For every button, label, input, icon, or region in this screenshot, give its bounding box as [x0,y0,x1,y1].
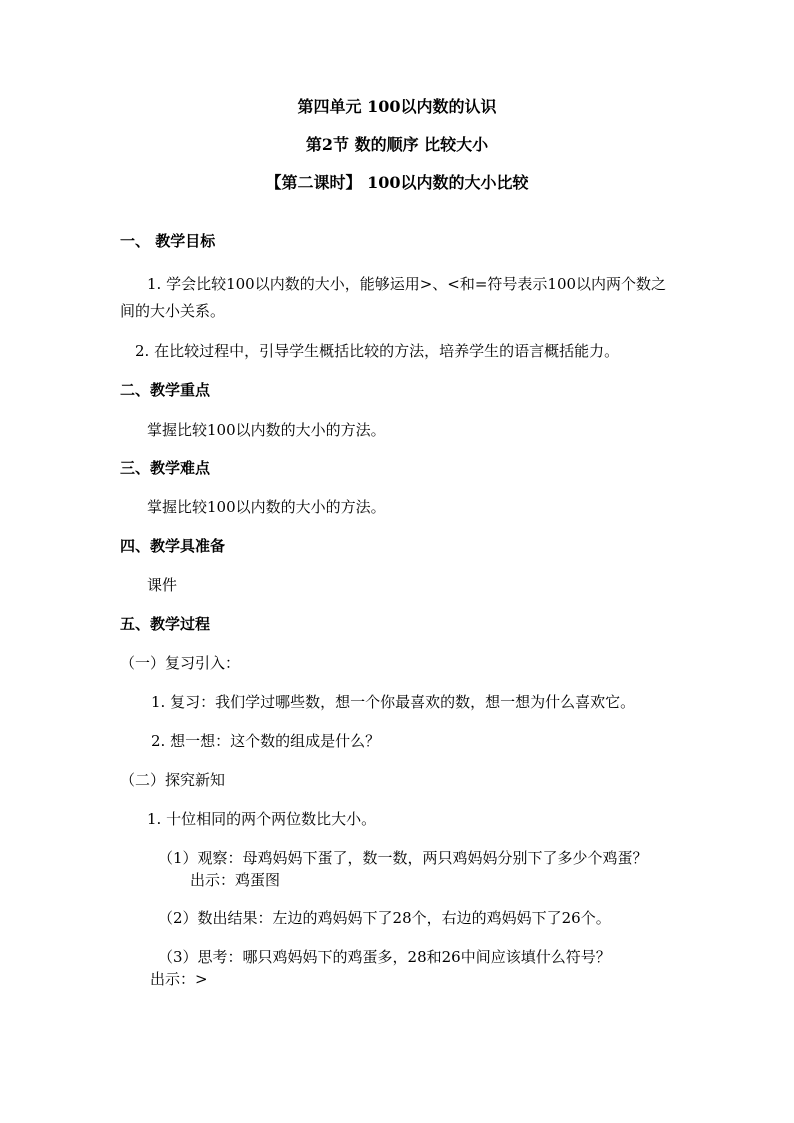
review-item-1: 1. 复习：我们学过哪些数，想一个你最喜欢的数，想一想为什么喜欢它。 [151,693,636,711]
difficulties-text: 掌握比较100以内数的大小的方法。 [147,498,386,516]
difficulties-heading: 三、教学难点 [120,459,211,477]
explore-sub-3-line-2: 出示：> [150,970,208,988]
unit-title: 第四单元 100以内数的认识 [297,97,497,116]
explore-sub-1-line-1: （1）观察：母鸡妈妈下蛋了，数一数，两只鸡妈妈分别下了多少个鸡蛋？ [158,849,648,867]
explore-item-1: 1. 十位相同的两个两位数比大小。 [147,810,377,828]
materials-text: 课件 [147,576,178,594]
review-heading: （一）复习引入： [120,654,241,672]
goals-item-1-line-1: 1. 学会比较100以内数的大小，能够运用>、<和=符号表示100以内两个数之 [147,275,667,293]
goals-heading: 一、 教学目标 [120,232,216,250]
section-title: 第2节 数的顺序 比较大小 [305,135,489,154]
process-heading: 五、教学过程 [120,615,211,633]
explore-sub-2: （2）数出结果：左边的鸡妈妈下了28个，右边的鸡妈妈下了26个。 [158,909,611,927]
explore-sub-3-line-1: （3）思考：哪只鸡妈妈下的鸡蛋多，28和26中间应该填什么符号？ [158,948,611,966]
materials-heading: 四、教学具准备 [120,537,226,555]
goals-item-2: 2. 在比较过程中，引导学生概括比较的方法，培养学生的语言概括能力。 [135,342,620,360]
goals-item-1-line-2: 间的大小关系。 [120,302,226,320]
review-item-2: 2. 想一想：这个数的组成是什么？ [151,732,381,750]
key-points-text: 掌握比较100以内数的大小的方法。 [147,421,386,439]
explore-heading: （二）探究新知 [120,771,226,789]
lesson-title: 【第二课时】 100以内数的大小比较 [265,173,529,192]
explore-sub-1-line-2: 出示：鸡蛋图 [190,871,281,889]
key-points-heading: 二、教学重点 [120,381,211,399]
